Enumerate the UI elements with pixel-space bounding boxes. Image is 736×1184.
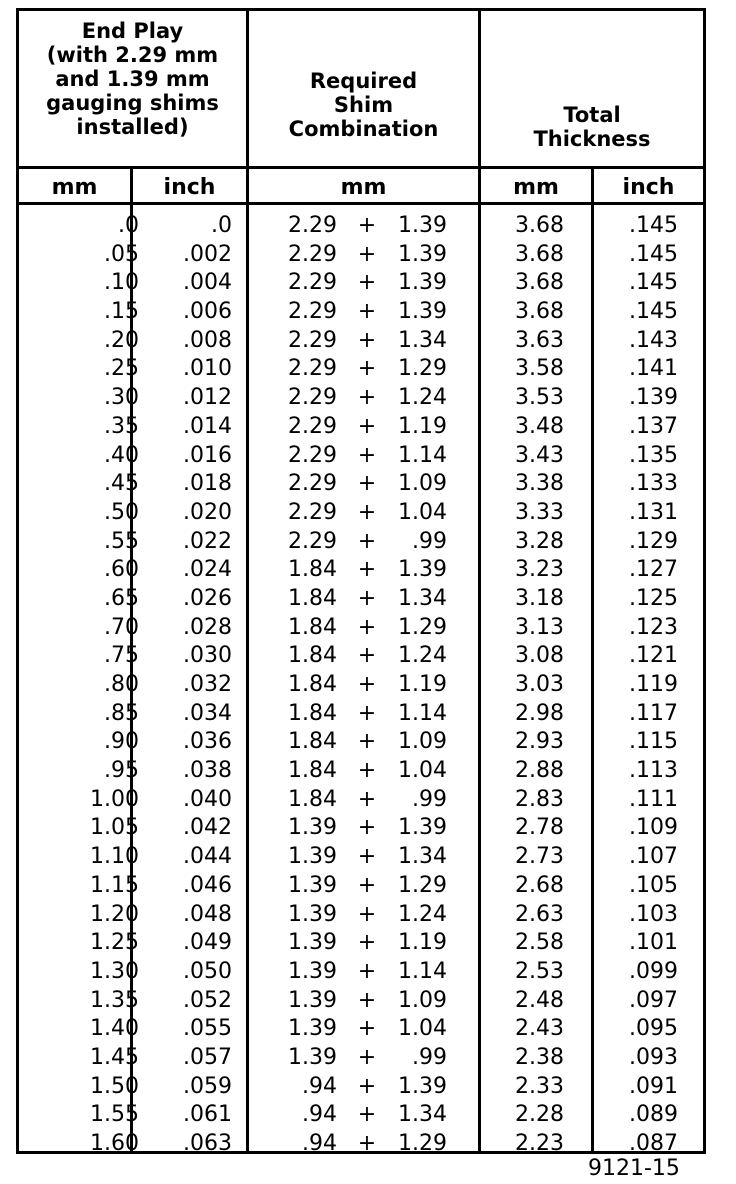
total-mm-cell: 2.28 [515,1102,564,1128]
plus-sign: + [357,1102,377,1128]
shim-b-cell: 1.04 [398,1016,447,1042]
plus-sign: + [357,815,377,841]
shim-a-cell: 1.84 [288,672,337,697]
table-row [19,413,709,442]
end-play-inch-cell: .030 [183,643,232,669]
total-mm-cell: 3.33 [515,499,564,525]
total-inch-cell: .145 [629,241,678,267]
plus-sign: + [357,930,377,956]
total-inch-cell: .131 [629,499,678,525]
end-play-mm-cell: 1.25 [90,930,139,956]
end-play-mm-cell: .10 [104,270,139,296]
end-play-inch-cell: .049 [183,930,232,956]
shim-b-cell: 1.14 [398,958,447,984]
total-inch-cell: .113 [629,758,678,784]
total-inch-cell: .109 [629,815,678,841]
total-inch-cell: .123 [629,614,678,640]
shim-b-cell: 1.34 [398,1102,447,1128]
total-inch-cell: .143 [629,327,678,353]
plus-sign: + [357,557,377,583]
total-mm-cell: 3.68 [515,241,564,267]
total-inch-cell: .107 [629,844,678,870]
shim-a-cell: 1.84 [288,614,337,640]
table-body [19,212,709,1159]
end-play-inch-cell: .050 [183,958,232,984]
end-play-mm-cell: .55 [104,528,139,554]
shim-a-cell: 1.39 [288,872,337,898]
shim-a-cell: 2.29 [288,241,337,267]
end-play-inch-cell: .028 [183,614,232,640]
shim-a-cell: .94 [302,1102,337,1128]
end-play-mm-cell: .95 [104,758,139,784]
total-inch-cell: .137 [629,413,678,439]
plus-sign: + [357,442,377,468]
total-inch-cell: .127 [629,557,678,583]
total-inch-cell: .129 [629,528,678,554]
table-row [19,642,709,671]
figure-code: 9121-15 [588,1156,680,1181]
end-play-inch-cell: .042 [183,815,232,841]
shim-b-cell: 1.09 [398,729,447,755]
shim-a-cell: 1.39 [288,1044,337,1070]
plus-sign: + [357,901,377,927]
table-row [19,671,709,700]
shim-b-cell: 1.29 [398,1131,447,1156]
shim-a-cell: 1.39 [288,815,337,841]
end-play-inch-cell: .012 [183,385,232,411]
plus-sign: + [357,1016,377,1042]
table-row [19,814,709,843]
end-play-mm-cell: .60 [104,557,139,583]
total-inch-cell: .141 [629,356,678,382]
total-inch-cell: .097 [629,987,678,1013]
end-play-inch-cell: .024 [183,557,232,583]
total-inch-cell: .139 [629,385,678,411]
end-play-inch-cell: .038 [183,758,232,784]
total-inch-cell: .117 [629,700,678,726]
total-mm-cell: 3.68 [515,299,564,325]
total-inch-cell: .121 [629,643,678,669]
table-row [19,442,709,471]
shim-b-cell: 1.24 [398,643,447,669]
shim-a-cell: .94 [302,1073,337,1099]
total-inch-cell: .091 [629,1073,678,1099]
plus-sign: + [357,872,377,898]
plus-sign: + [357,385,377,411]
header-total-thickness: Total Thickness [533,103,651,151]
total-inch-cell: .145 [629,299,678,325]
plus-sign: + [357,700,377,726]
shim-b-cell: 1.39 [398,213,447,238]
plus-sign: + [357,213,377,238]
shim-b-cell: 1.34 [398,844,447,870]
shim-b-cell: 1.19 [398,672,447,697]
plus-sign: + [357,1073,377,1099]
total-mm-cell: 3.28 [515,528,564,554]
total-mm-cell: 2.98 [515,700,564,726]
shim-a-cell: 2.29 [288,499,337,525]
shim-a-cell: 2.29 [288,413,337,439]
total-inch-cell: .093 [629,1044,678,1070]
table-row [19,614,709,643]
total-mm-cell: 3.13 [515,614,564,640]
header-required-shim: Required Shim Combination [288,69,439,141]
shim-a-cell: 2.29 [288,327,337,353]
shim-a-cell: 1.39 [288,958,337,984]
table-row [19,298,709,327]
total-mm-cell: 2.93 [515,729,564,755]
total-mm-cell: 2.83 [515,786,564,812]
shim-b-cell: 1.19 [398,413,447,439]
shim-selection-table [16,8,706,1154]
end-play-inch-cell: .063 [183,1131,232,1156]
end-play-mm-cell: .75 [104,643,139,669]
total-mm-cell: 3.68 [515,270,564,296]
table-row [19,757,709,786]
end-play-mm-cell: 1.45 [90,1044,139,1070]
total-inch-cell: .119 [629,672,678,697]
end-play-mm-cell: .30 [104,385,139,411]
end-play-mm-cell: .40 [104,442,139,468]
table-row [19,470,709,499]
shim-b-cell: 1.34 [398,585,447,611]
total-inch-cell: .105 [629,872,678,898]
plus-sign: + [357,327,377,353]
table-row [19,728,709,757]
plus-sign: + [357,241,377,267]
total-mm-cell: 3.03 [515,672,564,697]
table-row [19,958,709,987]
end-play-inch-cell: .0 [211,213,232,238]
shim-a-cell: 2.29 [288,356,337,382]
end-play-mm-cell: .0 [118,213,139,238]
plus-sign: + [357,471,377,497]
shim-a-cell: 2.29 [288,270,337,296]
plus-sign: + [357,356,377,382]
plus-sign: + [357,585,377,611]
shim-a-cell: 1.84 [288,729,337,755]
table-row [19,528,709,557]
plus-sign: + [357,987,377,1013]
table-row [19,1073,709,1102]
subheader-end-play-mm: mm [51,175,98,200]
shim-b-cell: 1.34 [398,327,447,353]
end-play-mm-cell: 1.15 [90,872,139,898]
table-row [19,355,709,384]
end-play-inch-cell: .026 [183,585,232,611]
shim-b-cell: 1.24 [398,385,447,411]
subheader-total-mm: mm [513,175,559,200]
total-inch-cell: .103 [629,901,678,927]
subheader-end-play-inch: inch [163,175,216,200]
end-play-mm-cell: 1.35 [90,987,139,1013]
total-inch-cell: .101 [629,930,678,956]
shim-b-cell: 1.14 [398,442,447,468]
table-row [19,929,709,958]
end-play-mm-cell: .45 [104,471,139,497]
end-play-inch-cell: .044 [183,844,232,870]
table-row [19,241,709,270]
shim-b-cell: .99 [412,1044,447,1070]
end-play-mm-cell: 1.05 [90,815,139,841]
end-play-inch-cell: .008 [183,327,232,353]
table-row [19,843,709,872]
plus-sign: + [357,270,377,296]
total-mm-cell: 3.58 [515,356,564,382]
shim-b-cell: 1.09 [398,471,447,497]
end-play-mm-cell: 1.10 [90,844,139,870]
total-mm-cell: 2.78 [515,815,564,841]
shim-b-cell: 1.09 [398,987,447,1013]
total-inch-cell: .089 [629,1102,678,1128]
shim-b-cell: 1.14 [398,700,447,726]
table-row [19,987,709,1016]
total-mm-cell: 3.48 [515,413,564,439]
end-play-inch-cell: .059 [183,1073,232,1099]
total-mm-cell: 3.68 [515,213,564,238]
end-play-inch-cell: .002 [183,241,232,267]
end-play-mm-cell: .90 [104,729,139,755]
shim-b-cell: 1.39 [398,270,447,296]
table-row [19,1101,709,1130]
plus-sign: + [357,786,377,812]
end-play-mm-cell: .65 [104,585,139,611]
total-inch-cell: .095 [629,1016,678,1042]
subheader-total-inch: inch [622,175,675,200]
plus-sign: + [357,413,377,439]
end-play-mm-cell: .80 [104,672,139,697]
end-play-mm-cell: .85 [104,700,139,726]
shim-a-cell: 1.84 [288,700,337,726]
total-inch-cell: .087 [629,1131,678,1156]
end-play-inch-cell: .055 [183,1016,232,1042]
plus-sign: + [357,844,377,870]
end-play-inch-cell: .052 [183,987,232,1013]
end-play-inch-cell: .061 [183,1102,232,1128]
total-mm-cell: 2.23 [515,1131,564,1156]
table-row [19,901,709,930]
shim-b-cell: 1.39 [398,299,447,325]
table-row [19,556,709,585]
total-mm-cell: 2.58 [515,930,564,956]
end-play-inch-cell: .020 [183,499,232,525]
shim-a-cell: .94 [302,1131,337,1156]
header-rule [19,166,703,169]
shim-b-cell: 1.29 [398,614,447,640]
subheader-shim-mm: mm [340,175,387,200]
plus-sign: + [357,958,377,984]
shim-b-cell: 1.29 [398,872,447,898]
total-mm-cell: 2.38 [515,1044,564,1070]
shim-a-cell: 1.84 [288,786,337,812]
shim-a-cell: 1.39 [288,930,337,956]
shim-a-cell: 1.39 [288,987,337,1013]
plus-sign: + [357,528,377,554]
shim-b-cell: 1.29 [398,356,447,382]
end-play-mm-cell: 1.00 [90,786,139,812]
total-inch-cell: .145 [629,270,678,296]
shim-b-cell: .99 [412,786,447,812]
plus-sign: + [357,614,377,640]
table-row [19,1044,709,1073]
total-mm-cell: 3.43 [515,442,564,468]
table-row [19,212,709,241]
end-play-inch-cell: .057 [183,1044,232,1070]
shim-a-cell: 1.84 [288,758,337,784]
end-play-inch-cell: .048 [183,901,232,927]
end-play-mm-cell: 1.55 [90,1102,139,1128]
plus-sign: + [357,499,377,525]
table-row [19,499,709,528]
end-play-inch-cell: .032 [183,672,232,697]
shim-b-cell: 1.04 [398,499,447,525]
shim-a-cell: 2.29 [288,213,337,238]
end-play-inch-cell: .040 [183,786,232,812]
end-play-inch-cell: .022 [183,528,232,554]
end-play-inch-cell: .006 [183,299,232,325]
plus-sign: + [357,643,377,669]
shim-a-cell: 1.84 [288,643,337,669]
end-play-inch-cell: .016 [183,442,232,468]
total-mm-cell: 3.18 [515,585,564,611]
total-mm-cell: 2.73 [515,844,564,870]
total-mm-cell: 2.63 [515,901,564,927]
total-mm-cell: 3.38 [515,471,564,497]
total-inch-cell: .111 [629,786,678,812]
shim-b-cell: 1.39 [398,241,447,267]
total-inch-cell: .135 [629,442,678,468]
shim-a-cell: 2.29 [288,528,337,554]
shim-b-cell: 1.39 [398,1073,447,1099]
total-inch-cell: .133 [629,471,678,497]
shim-a-cell: 2.29 [288,385,337,411]
table-row [19,585,709,614]
end-play-mm-cell: .05 [104,241,139,267]
total-mm-cell: 2.48 [515,987,564,1013]
total-mm-cell: 3.63 [515,327,564,353]
total-mm-cell: 3.53 [515,385,564,411]
end-play-inch-cell: .010 [183,356,232,382]
shim-b-cell: 1.39 [398,557,447,583]
end-play-inch-cell: .014 [183,413,232,439]
shim-b-cell: 1.24 [398,901,447,927]
table-row [19,384,709,413]
end-play-mm-cell: .50 [104,499,139,525]
total-inch-cell: .145 [629,213,678,238]
end-play-mm-cell: 1.30 [90,958,139,984]
end-play-inch-cell: .034 [183,700,232,726]
total-mm-cell: 2.88 [515,758,564,784]
total-mm-cell: 3.23 [515,557,564,583]
total-inch-cell: .099 [629,958,678,984]
total-mm-cell: 2.43 [515,1016,564,1042]
end-play-inch-cell: .036 [183,729,232,755]
table-row [19,786,709,815]
shim-b-cell: .99 [412,528,447,554]
end-play-mm-cell: .70 [104,614,139,640]
shim-b-cell: 1.39 [398,815,447,841]
end-play-mm-cell: .20 [104,327,139,353]
end-play-mm-cell: 1.50 [90,1073,139,1099]
shim-b-cell: 1.04 [398,758,447,784]
end-play-mm-cell: 1.20 [90,901,139,927]
end-play-inch-cell: .004 [183,270,232,296]
shim-a-cell: 1.84 [288,557,337,583]
shim-a-cell: 2.29 [288,471,337,497]
shim-a-cell: 1.39 [288,901,337,927]
table-row [19,872,709,901]
shim-a-cell: 1.39 [288,844,337,870]
plus-sign: + [357,1044,377,1070]
plus-sign: + [357,1131,377,1156]
shim-a-cell: 1.84 [288,585,337,611]
end-play-mm-cell: .35 [104,413,139,439]
end-play-mm-cell: .15 [104,299,139,325]
total-mm-cell: 3.08 [515,643,564,669]
shim-a-cell: 2.29 [288,442,337,468]
plus-sign: + [357,758,377,784]
total-mm-cell: 2.68 [515,872,564,898]
table-row [19,327,709,356]
shim-a-cell: 1.39 [288,1016,337,1042]
total-mm-cell: 2.33 [515,1073,564,1099]
table-row [19,700,709,729]
total-mm-cell: 2.53 [515,958,564,984]
total-inch-cell: .115 [629,729,678,755]
end-play-mm-cell: 1.60 [90,1131,139,1156]
shim-a-cell: 2.29 [288,299,337,325]
total-inch-cell: .125 [629,585,678,611]
shim-b-cell: 1.19 [398,930,447,956]
end-play-inch-cell: .046 [183,872,232,898]
end-play-mm-cell: 1.40 [90,1016,139,1042]
plus-sign: + [357,299,377,325]
end-play-mm-cell: .25 [104,356,139,382]
header-end-play: End Play (with 2.29 mm and 1.39 mm gauging shims installed) [46,19,219,139]
end-play-inch-cell: .018 [183,471,232,497]
plus-sign: + [357,729,377,755]
table-row [19,1015,709,1044]
plus-sign: + [357,672,377,697]
table-row [19,269,709,298]
